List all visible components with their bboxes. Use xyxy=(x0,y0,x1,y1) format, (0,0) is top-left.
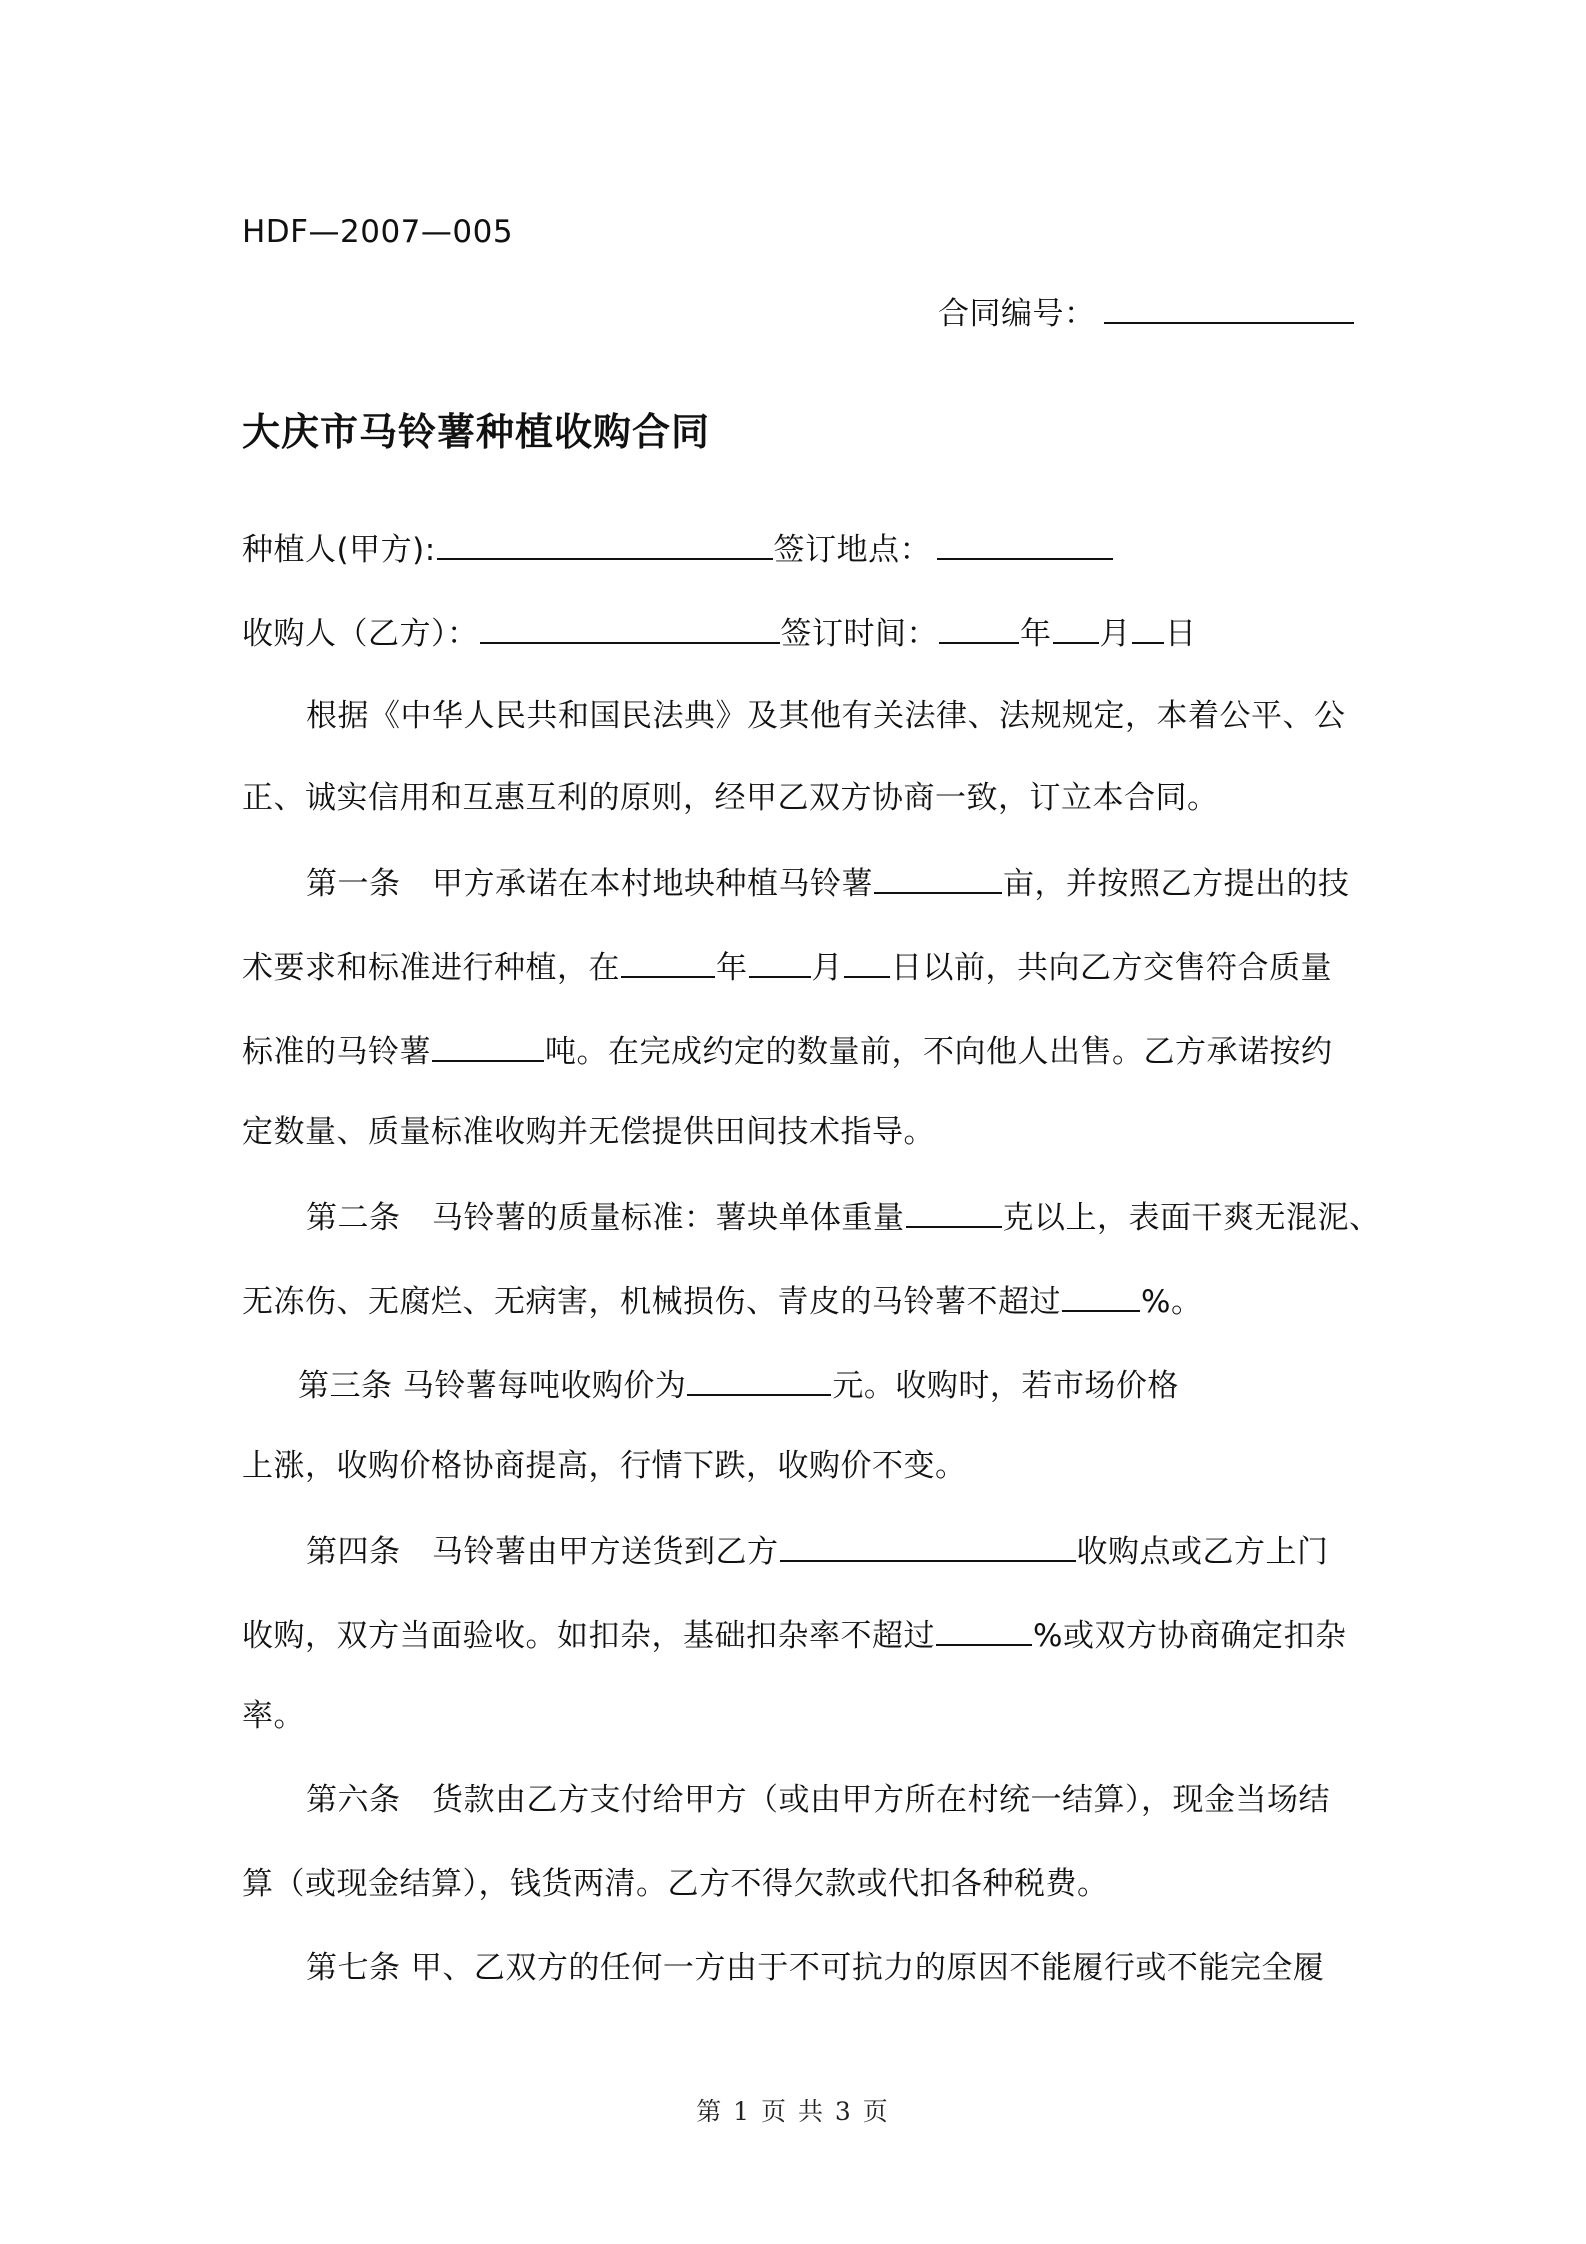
preamble-line-2: 正、诚实信用和互惠互利的原则，经甲乙双方协商一致，订立本合同。 xyxy=(242,780,1219,816)
delivery-day-blank[interactable] xyxy=(844,946,890,978)
party-b-row xyxy=(242,612,1197,654)
planting-area-blank[interactable] xyxy=(874,862,1002,894)
article-1-text: 标准的马铃薯 xyxy=(242,1034,431,1070)
delivery-year-blank[interactable] xyxy=(621,946,715,978)
party-a-row xyxy=(242,528,1114,570)
sign-place-blank[interactable] xyxy=(937,528,1113,560)
delivery-month-blank[interactable] xyxy=(749,946,811,978)
sign-time-label: 签订时间： xyxy=(780,616,938,652)
preamble-line-1: 根据《中华人民共和国民法典》及其他有关法律、法规规定，本着公平、公 xyxy=(306,698,1346,734)
article-1-line-3 xyxy=(242,1030,1333,1072)
party-b-label: 收购人（乙方）： xyxy=(242,616,479,652)
unit-weight-blank[interactable] xyxy=(906,1196,1002,1228)
article-2-text: %。 xyxy=(1141,1284,1203,1320)
article-4-line-3: 率。 xyxy=(242,1698,305,1734)
article-1-line-2 xyxy=(242,946,1332,988)
article-3-line-1 xyxy=(298,1364,1179,1406)
article-1-text: 吨。在完成约定的数量前，不向他人出售。乙方承诺按约 xyxy=(545,1034,1333,1070)
sign-place-label: 签订地点： xyxy=(773,532,932,568)
article-2-line-2 xyxy=(242,1280,1202,1322)
article-1-text: 术要求和标准进行种植，在 xyxy=(242,950,620,986)
tonnage-blank[interactable] xyxy=(432,1030,544,1062)
article-2-text: 无冻伤、无腐烂、无病害，机械损伤、青皮的马铃薯不超过 xyxy=(242,1284,1061,1320)
article-3-line-2: 上涨，收购价格协商提高，行情下跌，收购价不变。 xyxy=(242,1448,967,1484)
article-3-text: 第三条 马铃薯每吨收购价为 xyxy=(298,1368,687,1404)
document-serial: HDF—2007—005 xyxy=(242,214,514,250)
article-1-text: 日以前，共向乙方交售符合质量 xyxy=(891,950,1332,986)
article-4-text: 收购点或乙方上门 xyxy=(1076,1534,1329,1570)
article-1-line-4: 定数量、质量标准收购并无偿提供田间技术指导。 xyxy=(242,1114,935,1150)
party-a-label: 种植人(甲方): xyxy=(242,532,436,568)
contract-number-field xyxy=(938,292,1355,334)
party-b-blank[interactable] xyxy=(480,612,780,644)
sign-day-label: 日 xyxy=(1165,616,1197,652)
sign-month-blank[interactable] xyxy=(1053,612,1099,644)
contract-number-blank[interactable] xyxy=(1104,292,1354,324)
sign-day-blank[interactable] xyxy=(1132,612,1164,644)
delivery-point-blank[interactable] xyxy=(780,1530,1076,1562)
price-per-ton-blank[interactable] xyxy=(687,1364,831,1396)
damage-percent-blank[interactable] xyxy=(1062,1280,1140,1312)
article-2-text: 克以上，表面干爽无混泥、 xyxy=(1002,1200,1381,1236)
article-7-line-1: 第七条 甲、乙双方的任何一方由于不可抗力的原因不能履行或不能完全履 xyxy=(306,1950,1325,1986)
sign-month-label: 月 xyxy=(1099,616,1131,652)
article-2-line-1 xyxy=(306,1196,1381,1238)
article-1-line-1 xyxy=(306,862,1350,904)
article-4-text: 收购，双方当面验收。如扣杂，基础扣杂率不超过 xyxy=(242,1618,935,1654)
article-1-text: 亩，并按照乙方提出的技 xyxy=(1003,866,1350,902)
article-2-text: 第二条 马铃薯的质量标准：薯块单体重量 xyxy=(306,1200,905,1236)
party-a-blank[interactable] xyxy=(437,528,773,560)
article-1-text: 月 xyxy=(811,950,843,986)
article-4-line-1 xyxy=(306,1530,1329,1572)
document-title: 大庆市马铃薯种植收购合同 xyxy=(242,410,711,454)
article-6-line-2: 算（或现金结算），钱货两清。乙方不得欠款或代扣各种税费。 xyxy=(242,1866,1109,1902)
article-4-line-2 xyxy=(242,1614,1346,1656)
impurity-rate-blank[interactable] xyxy=(936,1614,1032,1646)
sign-year-blank[interactable] xyxy=(939,612,1019,644)
article-6-line-1: 第六条 货款由乙方支付给甲方（或由甲方所在村统一结算），现金当场结 xyxy=(306,1782,1330,1818)
article-3-text: 元。收购时，若市场价格 xyxy=(832,1368,1179,1404)
sign-year-label: 年 xyxy=(1020,616,1052,652)
page-footer: 第 1 页 共 3 页 xyxy=(696,2097,890,2126)
article-1-text: 年 xyxy=(716,950,748,986)
article-4-text: %或双方协商确定扣杂 xyxy=(1033,1618,1347,1654)
article-1-text: 第一条 甲方承诺在本村地块种植马铃薯 xyxy=(306,866,873,902)
contract-number-label: 合同编号： xyxy=(938,296,1096,332)
article-4-text: 第四条 马铃薯由甲方送货到乙方 xyxy=(306,1534,779,1570)
